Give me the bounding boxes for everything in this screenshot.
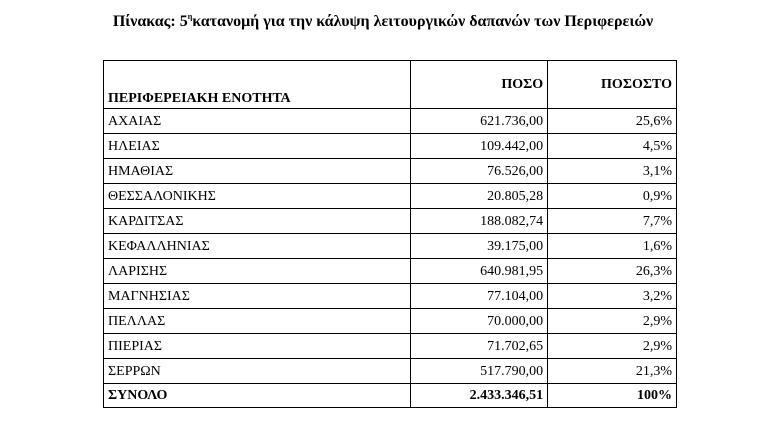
cell-region: ΚΕΦΑΛΛΗΝΙΑΣ	[104, 234, 411, 259]
table-row	[104, 184, 677, 209]
cell-percent: 1,6%	[548, 234, 677, 259]
header-region: ΠΕΡΙΦΕΡΕΙΑΚΗ ΕΝΟΤΗΤΑ	[104, 61, 411, 109]
table-row	[104, 209, 677, 234]
cell-region: ΠΙΕΡΙΑΣ	[104, 334, 411, 359]
cell-region: ΗΜΑΘΙΑΣ	[104, 159, 411, 184]
cell-percent: 26,3%	[548, 259, 677, 284]
cell-percent: 21,3%	[548, 359, 677, 384]
cell-percent: 4,5%	[548, 134, 677, 159]
cell-region: ΗΛΕΙΑΣ	[104, 134, 411, 159]
cell-percent: 2,9%	[548, 309, 677, 334]
total-percent: 100%	[548, 384, 677, 408]
table-row	[104, 109, 677, 134]
table-row	[104, 334, 677, 359]
cell-region: ΚΑΡΔΙΤΣΑΣ	[104, 209, 411, 234]
cell-amount: 70.000,00	[411, 309, 548, 334]
cell-percent: 7,7%	[548, 209, 677, 234]
cell-percent: 3,2%	[548, 284, 677, 309]
cell-region: ΑΧΑΙΑΣ	[104, 109, 411, 134]
cell-percent: 0,9%	[548, 184, 677, 209]
allocation-table	[103, 60, 677, 408]
cell-percent: 2,9%	[548, 334, 677, 359]
cell-amount: 39.175,00	[411, 234, 548, 259]
total-row	[104, 384, 677, 408]
cell-region: ΜΑΓΝΗΣΙΑΣ	[104, 284, 411, 309]
header-amount: ΠΟΣΟ	[411, 61, 548, 109]
table-row	[104, 234, 677, 259]
total-label: ΣΥΝΟΛΟ	[104, 384, 411, 408]
cell-region: ΛΑΡΙΣΗΣ	[104, 259, 411, 284]
header-percent: ΠΟΣΟΣΤΟ	[548, 61, 677, 109]
table-row	[104, 259, 677, 284]
cell-region: ΣΕΡΡΩΝ	[104, 359, 411, 384]
cell-region: ΘΕΣΣΑΛΟΝΙΚΗΣ	[104, 184, 411, 209]
title-suffix: κατανομή για την κάλυψη λειτουργικών δαπανών των Περιφερειών	[192, 13, 654, 30]
table-row	[104, 159, 677, 184]
cell-amount: 621.736,00	[411, 109, 548, 134]
title-superscript: η	[187, 12, 193, 21]
table-row	[104, 359, 677, 384]
cell-amount: 20.805,28	[411, 184, 548, 209]
cell-amount: 76.526,00	[411, 159, 548, 184]
cell-region: ΠΕΛΛΑΣ	[104, 309, 411, 334]
cell-percent: 25,6%	[548, 109, 677, 134]
cell-amount: 517.790,00	[411, 359, 548, 384]
cell-amount: 109.442,00	[411, 134, 548, 159]
table-row	[104, 284, 677, 309]
cell-amount: 71.702,65	[411, 334, 548, 359]
cell-amount: 77.104,00	[411, 284, 548, 309]
table-header-row	[104, 61, 677, 109]
cell-percent: 3,1%	[548, 159, 677, 184]
table-row	[104, 309, 677, 334]
title-prefix: Πίνακας: 5	[112, 13, 188, 30]
total-amount: 2.433.346,51	[411, 384, 548, 408]
table-row	[104, 134, 677, 159]
page-title	[12, 12, 754, 31]
cell-amount: 640.981,95	[411, 259, 548, 284]
cell-amount: 188.082,74	[411, 209, 548, 234]
